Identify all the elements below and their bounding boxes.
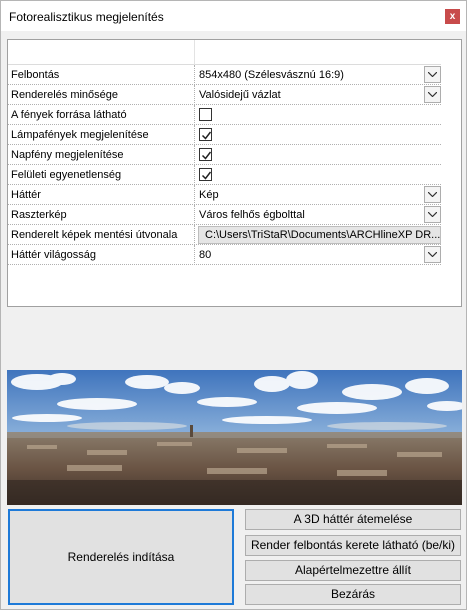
property-row-lamp-lights — [8, 125, 441, 145]
background-preview-image — [7, 370, 462, 505]
property-label: Renderelés minősége — [11, 89, 119, 101]
property-value: 854x480 (Szélesvásznú 16:9) — [199, 69, 344, 81]
grid-header — [8, 40, 441, 65]
save-path-value: C:\Users\TriStaR\Documents\ARCHlineXP DR... — [205, 229, 441, 241]
toggle-render-frame-button[interactable]: Render felbontás kerete látható (be/ki) — [245, 535, 461, 556]
surface-roughness-checkbox[interactable] — [199, 168, 212, 181]
property-value: Város felhős égbolttal — [199, 209, 305, 221]
sunlight-checkbox[interactable] — [199, 148, 212, 161]
save-path-field[interactable] — [198, 226, 441, 244]
chevron-down-icon[interactable] — [424, 86, 441, 103]
property-grid — [7, 39, 462, 307]
checkmark-icon — [201, 150, 212, 161]
lamp-lights-checkbox[interactable] — [199, 128, 212, 141]
property-value: 80 — [199, 249, 212, 261]
chevron-down-icon[interactable] — [424, 186, 441, 203]
property-row-sunlight — [8, 145, 441, 165]
property-value: Kép — [199, 189, 219, 201]
checkmark-icon — [201, 130, 212, 141]
property-row-surface-roughness — [8, 165, 441, 185]
property-row-save-path — [8, 225, 441, 245]
checkmark-icon — [201, 170, 212, 181]
property-row-resolution[interactable] — [8, 65, 441, 85]
property-row-render-quality[interactable] — [8, 85, 441, 105]
property-label: Felbontás — [11, 69, 60, 81]
property-label: Napfény megjelenítése — [11, 149, 124, 161]
light-source-checkbox[interactable] — [199, 108, 212, 121]
property-row-background[interactable] — [8, 185, 441, 205]
property-label: Háttér — [11, 189, 41, 201]
property-row-background-brightness[interactable] — [8, 245, 441, 265]
property-label: Raszterkép — [11, 209, 67, 221]
close-icon[interactable]: x — [445, 9, 460, 24]
title-bar — [1, 1, 466, 31]
property-label: Felületi egyenetlenség — [11, 169, 122, 181]
close-button[interactable]: Bezárás — [245, 584, 461, 605]
chevron-down-icon[interactable] — [424, 66, 441, 83]
window-title: Fotorealisztikus megjelenítés — [9, 10, 164, 24]
property-value: Valósidejű vázlat — [199, 89, 281, 101]
reset-defaults-button[interactable]: Alapértelmezettre állít — [245, 560, 461, 581]
transfer-3d-background-button[interactable]: A 3D háttér átemelése — [245, 509, 461, 530]
property-row-raster-image[interactable] — [8, 205, 441, 225]
chevron-down-icon[interactable] — [424, 246, 441, 263]
property-label: A fények forrása látható — [11, 109, 127, 121]
property-label: Renderelt képek mentési útvonala — [11, 229, 178, 241]
chevron-down-icon[interactable] — [424, 206, 441, 223]
property-label: Háttér világosság — [11, 249, 96, 261]
start-render-button[interactable]: Renderelés indítása — [8, 509, 234, 605]
property-label: Lámpafények megjelenítése — [11, 129, 149, 141]
property-row-light-source-visible — [8, 105, 441, 125]
